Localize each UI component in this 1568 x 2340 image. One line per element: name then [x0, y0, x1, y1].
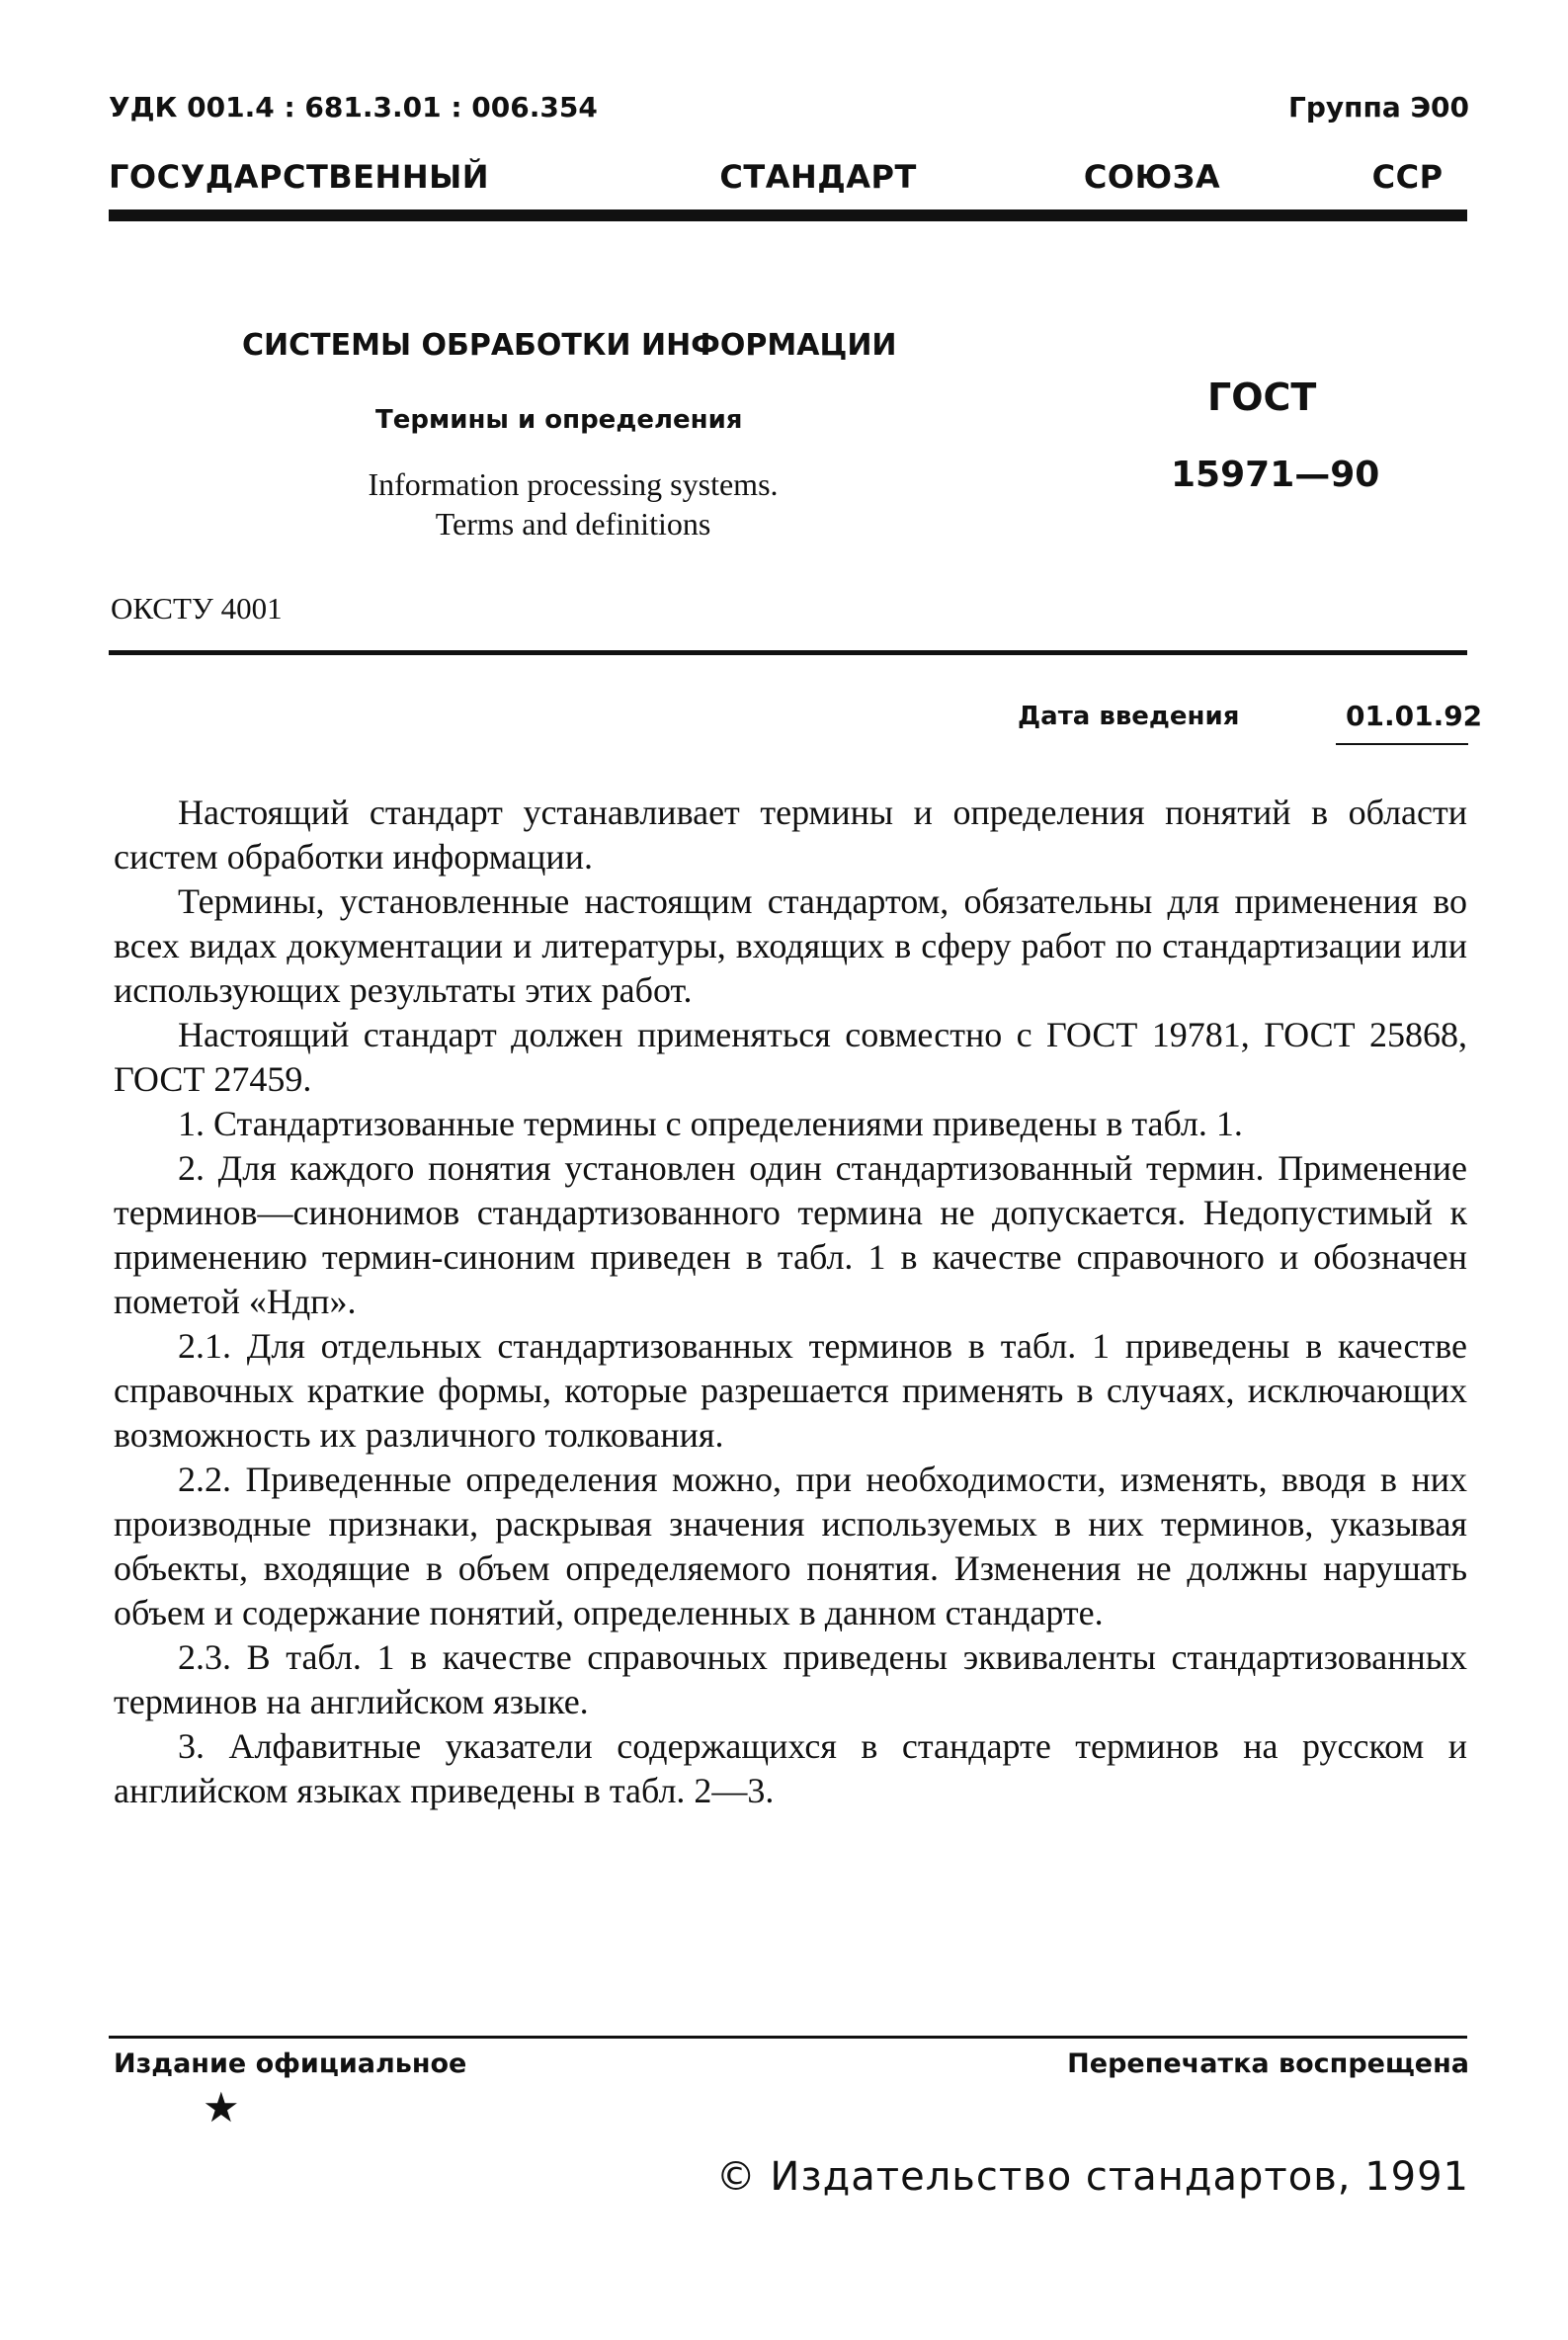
date-label: Дата введения [1018, 702, 1240, 731]
document-title: СИСТЕМЫ ОБРАБОТКИ ИНФОРМАЦИИ [242, 328, 897, 363]
document-body [114, 791, 1467, 1813]
paragraph: 1. Стандартизованные термины с определениями приведены в табл. 1. [178, 1104, 1243, 1143]
banner-word-3: СОЮЗА [1083, 158, 1221, 196]
footer-divider [109, 2036, 1467, 2039]
banner-word-2: СТАНДАРТ [719, 158, 917, 196]
header-divider [109, 209, 1467, 221]
english-title [277, 464, 869, 543]
paragraph: 2.1. Для отдельных стандартизованных терминов в табл. 1 приведены в качестве справочных краткие формы, которые разрешается применять в случаях, исключающих возможность их различного толкования. [114, 1326, 1467, 1455]
date-value: 01.01.92 [1346, 700, 1483, 732]
english-title-line-1: Information processing systems. [368, 466, 779, 502]
banner-word-1: ГОСУДАРСТВЕННЫЙ [109, 158, 490, 196]
gost-label: ГОСТ [1207, 376, 1317, 419]
gost-number: 15971—90 [1171, 455, 1380, 495]
reprint-prohibited-label: Перепечатка воспрещена [1067, 2048, 1469, 2079]
english-title-line-2: Terms and definitions [435, 506, 711, 542]
star-icon: ★ [203, 2086, 240, 2131]
document-subtitle: Термины и определения [375, 405, 743, 435]
paragraph: 2.2. Приведенные определения можно, при необходимости, изменять, вводя в них производные признаки, раскрывая значения используемых в них терминов, указывая объекты, входящие в объем определяемого понятия. Изменения не должны нарушать объем и содержание понятий, определенных в данном стандарте. [114, 1460, 1467, 1632]
paragraph: Термины, установленные настоящим стандартом, обязательны для применения во всех видах документации и литературы, входящих в сферу работ по стандартизации или использующих результаты этих работ. [114, 881, 1467, 1010]
group-code: Группа Э00 [1288, 91, 1469, 124]
paragraph: 2. Для каждого понятия установлен один стандартизованный термин. Применение терминов—синонимов стандартизованного термина не допускается. Недопустимый к применению термин-синоним приведен в табл. 1 в качестве справочного и обозначен пометой «Ндп». [114, 1148, 1467, 1321]
copyright-notice: © Издательство стандартов, 1991 [715, 2154, 1469, 2200]
paragraph: Настоящий стандарт должен применяться совместно с ГОСТ 19781, ГОСТ 25868, ГОСТ 27459. [114, 1015, 1467, 1099]
paragraph: 3. Алфавитные указатели содержащихся в стандарте терминов на русском и английском языках приведены в табл. 2—3. [114, 1726, 1467, 1810]
paragraph: Настоящий стандарт устанавливает термины и определения понятий в области систем обработки информации. [114, 793, 1467, 877]
banner-word-4: ССР [1371, 158, 1444, 196]
official-edition-label: Издание официальное [114, 2048, 467, 2079]
date-underline [1336, 743, 1468, 745]
oksty-code: ОКСТУ 4001 [111, 591, 283, 626]
udk-code: УДК 001.4 : 681.3.01 : 006.354 [109, 91, 598, 124]
state-standard-banner [109, 158, 1467, 196]
title-divider [109, 650, 1467, 655]
paragraph: 2.3. В табл. 1 в качестве справочных приведены эквиваленты стандартизованных терминов на английском языке. [114, 1637, 1467, 1721]
